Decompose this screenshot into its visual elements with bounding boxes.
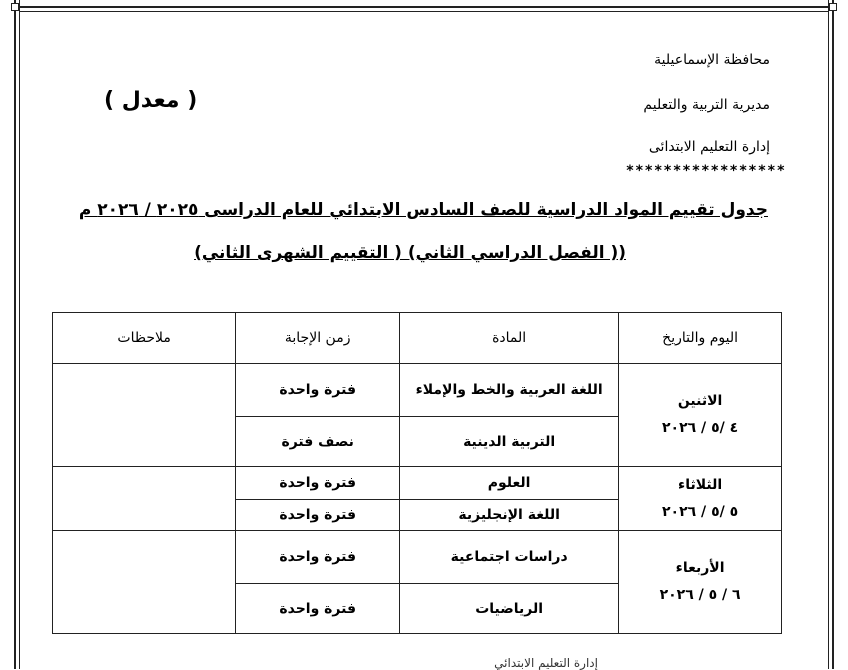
- page-border-right: [832, 0, 834, 669]
- document-subtitle: (( الفصل الدراسي الثاني) ( التقييم الشهرى الثاني): [194, 243, 626, 263]
- day-name: الاثنين: [677, 393, 723, 410]
- subject-cell: العلوم: [400, 467, 619, 500]
- corner-mark-top-left: [11, 3, 19, 11]
- document-title: جدول تقييم المواد الدراسية للصف السادس الابتدائي للعام الدراسى ٢٠٢٥ / ٢٠٢٦ م: [78, 200, 768, 220]
- day-date-cell: [619, 467, 782, 531]
- answer-time-cell: فترة واحدة: [236, 500, 400, 531]
- notes-cell: [53, 364, 236, 467]
- table-header-row: [53, 313, 782, 364]
- header-subject: المادة: [400, 313, 619, 364]
- page-border-left: [14, 0, 16, 669]
- corner-mark-top-right: [829, 3, 837, 11]
- table-row: [53, 531, 782, 584]
- table-row: [53, 467, 782, 500]
- day-date: ٦ / ٥ / ٢٠٢٦: [659, 587, 741, 603]
- answer-time-cell: فترة واحدة: [236, 467, 400, 500]
- page-border-top-inner: [19, 11, 829, 12]
- page-border-left-inner: [19, 0, 20, 669]
- page-border-right-inner: [828, 0, 829, 669]
- subject-cell: اللغة العربية والخط والإملاء: [400, 364, 619, 417]
- notes-cell: [53, 467, 236, 531]
- subject-cell: الرياضيات: [400, 584, 619, 634]
- exam-schedule-table: [52, 312, 782, 634]
- administration-label: إدارة التعليم الابتدائى: [648, 139, 770, 155]
- answer-time-cell: نصف فترة: [236, 417, 400, 467]
- day-name: الثلاثاء: [678, 476, 723, 493]
- day-date-cell: [619, 531, 782, 634]
- subject-cell: اللغة الإنجليزية: [400, 500, 619, 531]
- header-notes: ملاحظات: [53, 313, 236, 364]
- subject-cell: دراسات اجتماعية: [400, 531, 619, 584]
- day-date-cell: [619, 364, 782, 467]
- header-answer-time: زمن الإجابة: [236, 313, 400, 364]
- day-date: ٥ /٥ / ٢٠٢٦: [662, 503, 739, 520]
- day-date: ٤ /٥ / ٢٠٢٦: [662, 420, 739, 436]
- directorate-label: مديرية التربية والتعليم: [643, 97, 770, 113]
- answer-time-cell: فترة واحدة: [236, 584, 400, 634]
- answer-time-cell: فترة واحدة: [236, 531, 400, 584]
- footer-fragment: إدارة التعليم الابتدائي: [494, 656, 598, 670]
- header-separator: *****************: [625, 163, 786, 179]
- header-day-date: اليوم والتاريخ: [619, 313, 782, 364]
- governorate-label: محافظة الإسماعيلية: [654, 52, 770, 68]
- modified-label: ( معدل ): [104, 88, 198, 113]
- page-border-top: [14, 6, 834, 8]
- answer-time-cell: فترة واحدة: [236, 364, 400, 417]
- notes-cell: [53, 531, 236, 634]
- day-name: الأربعاء: [675, 560, 725, 577]
- table-row: [53, 364, 782, 417]
- subject-cell: التربية الدينية: [400, 417, 619, 467]
